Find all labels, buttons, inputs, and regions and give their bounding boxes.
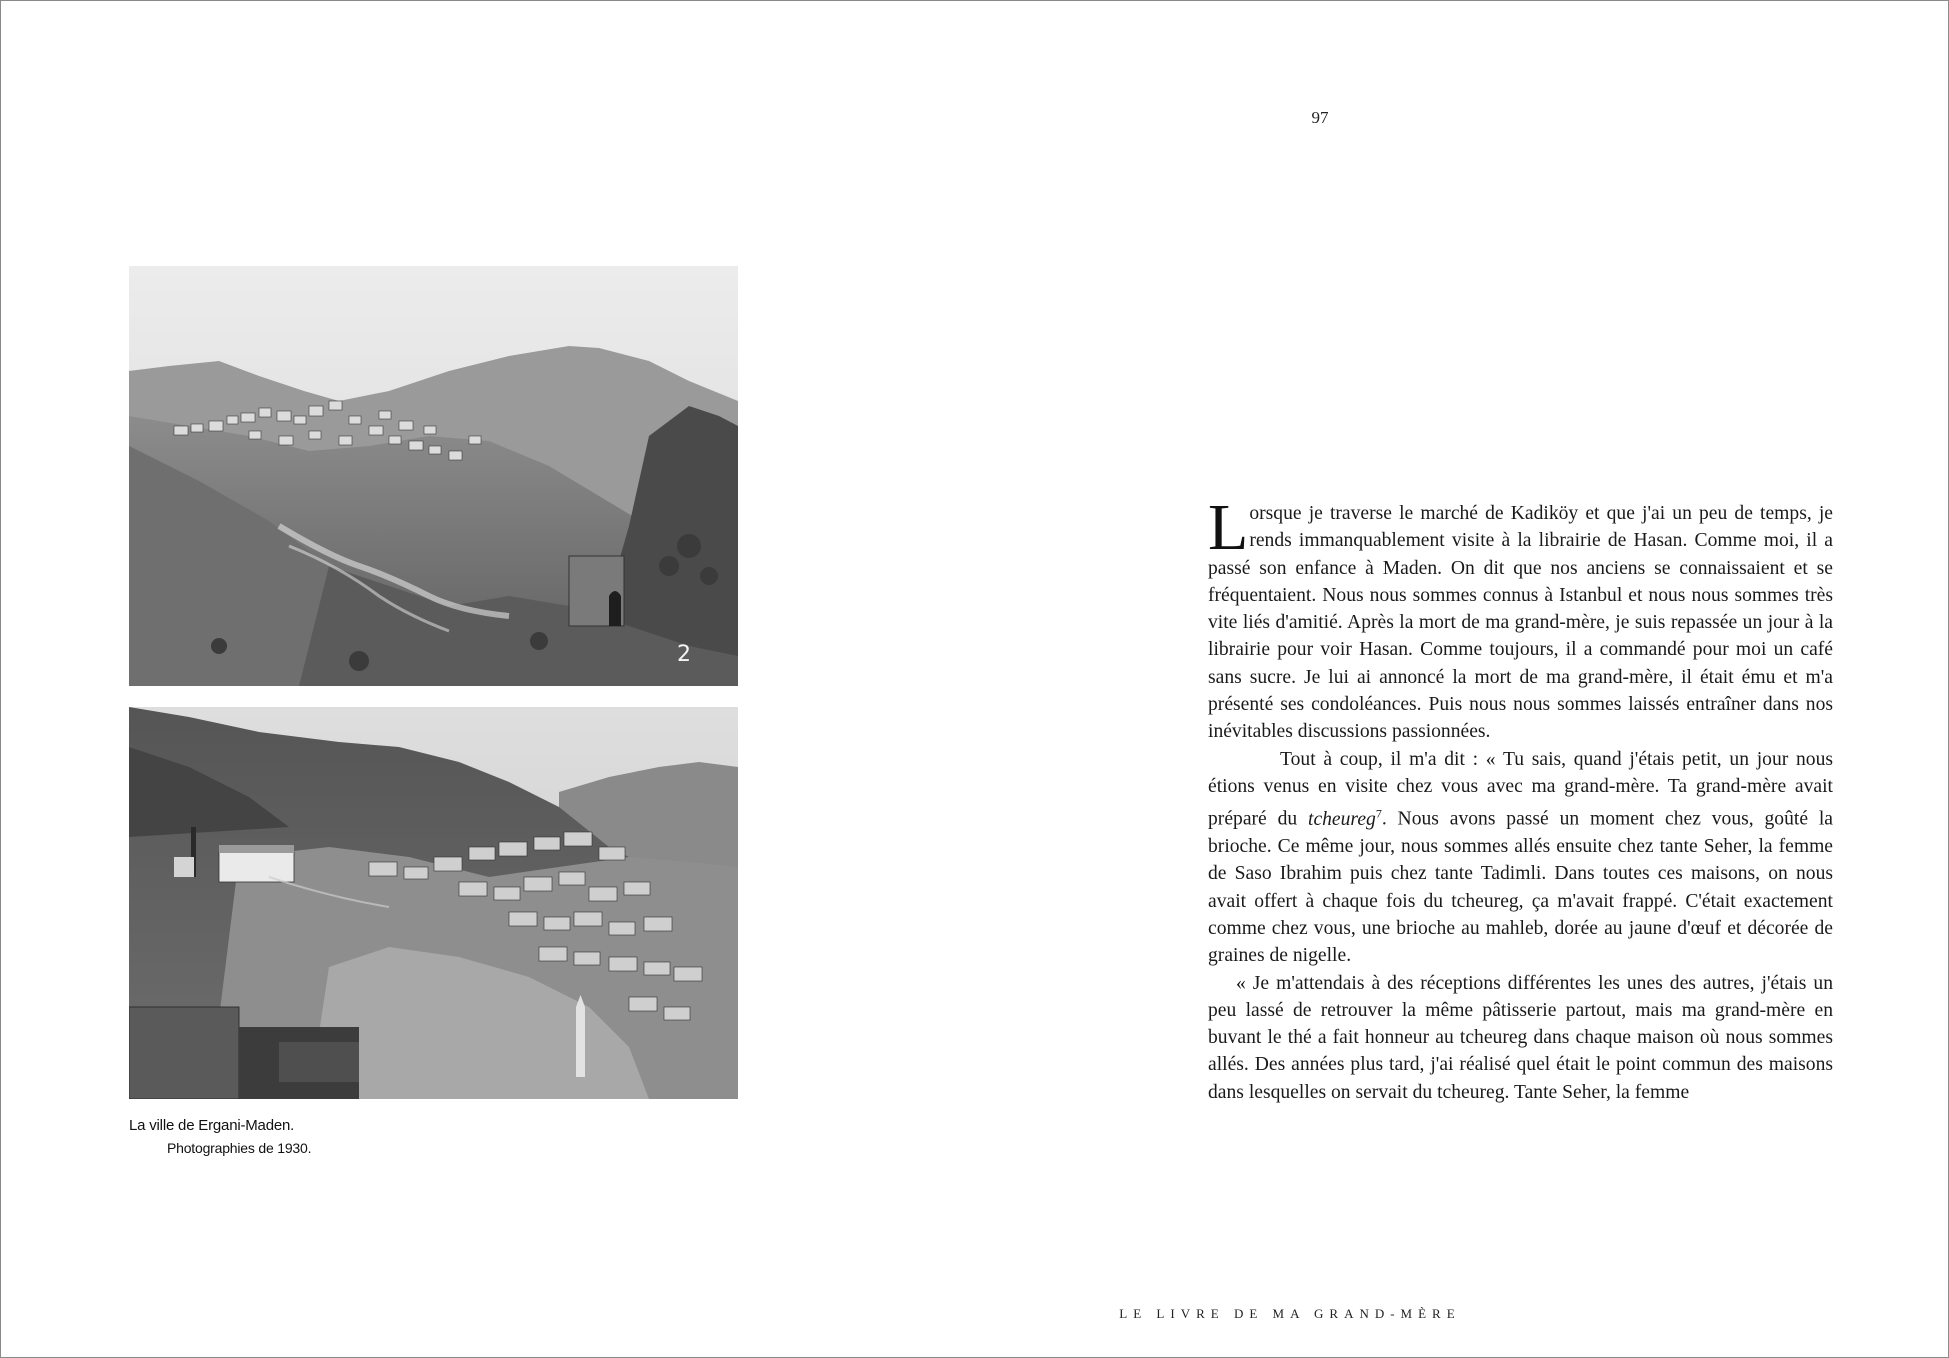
paragraph-1-text: orsque je traverse le marché de Kadiköy et que j'ai un peu de temps, je rends immanquablement visite à la librairie de Hasan. Comme moi, il a passé son enfance à Maden. On dit que nos anciens se connaissaient et se fréquentaient. Nous nous sommes connus à Istanbul et nous nous sommes très vite liés d'amitié. Après la mort de ma grand-mère, je suis repassée un jour à la librairie pour voir Hasan. Comme toujours, il a commandé pour moi un café sans sucre. Je lui ai annoncé la mort de ma grand-mère, il était ému et m'a présenté ses condoléances. Puis nous nous sommes laissés entraîner dans nos inévitables discussions passionnées. xyxy=(1208,503,1833,743)
photo-caption xyxy=(129,1115,311,1159)
running-footer: LE LIVRE DE MA GRAND-MÈRE xyxy=(1119,1306,1461,1321)
drop-cap: L xyxy=(1208,491,1249,564)
photo-ergani-maden-town xyxy=(129,707,738,1099)
term-tcheureg: tcheureg$^7$ xyxy=(1308,806,1382,830)
caption-title: La ville de Ergani-Maden. xyxy=(129,1117,295,1134)
caption-credit: Photographies de 1930. xyxy=(167,1140,312,1156)
footnote-marker[interactable]: 7 xyxy=(1375,806,1382,821)
paragraph-3: « Je m'attendais à des réceptions différentes les unes des autres, j'étais un peu lassé de retrouver la même pâtisserie partout, mais ma grand-mère en buvant le thé a fait honneur au tcheureg dans chaque maison où nous sommes allés. Des années plus tard, j'ai réalisé quel était le point commun des maisons dans lesquelles on servait du tcheureg. Tante Seher, la femme xyxy=(1208,972,1833,1103)
paragraph-2 xyxy=(1208,746,1833,970)
page-number: 97 xyxy=(1311,108,1329,127)
paragraph-1 xyxy=(1208,491,1833,746)
paragraph-2-text-a: Tout à coup, il m'a dit : « Tu sais, quand j'étais petit, un jour nous étions venus en visite chez vous avec ma grand-mère. Ta grand-mère avait préparé du xyxy=(1208,748,1833,830)
paragraph-2-text-b: . Nous avons passé un moment chez vous, goûté la brioche. Ce même jour, nous sommes allés ensuite chez tante Seher, la femme de Saso Ibrahim puis chez tante Tadimli. Dans toutes ces maisons, on nous avait offert à chaque fois du tcheureg, ça m'avait frappé. C'était exactement comme chez vous, une brioche au mahleb, dorée au jaune d'œuf et décorée de graines de nigelle. xyxy=(1208,808,1834,967)
body-text xyxy=(1208,491,1834,1106)
photo-ergani-maden-valley xyxy=(129,266,738,686)
photo-plate-number: 2 xyxy=(677,642,691,667)
